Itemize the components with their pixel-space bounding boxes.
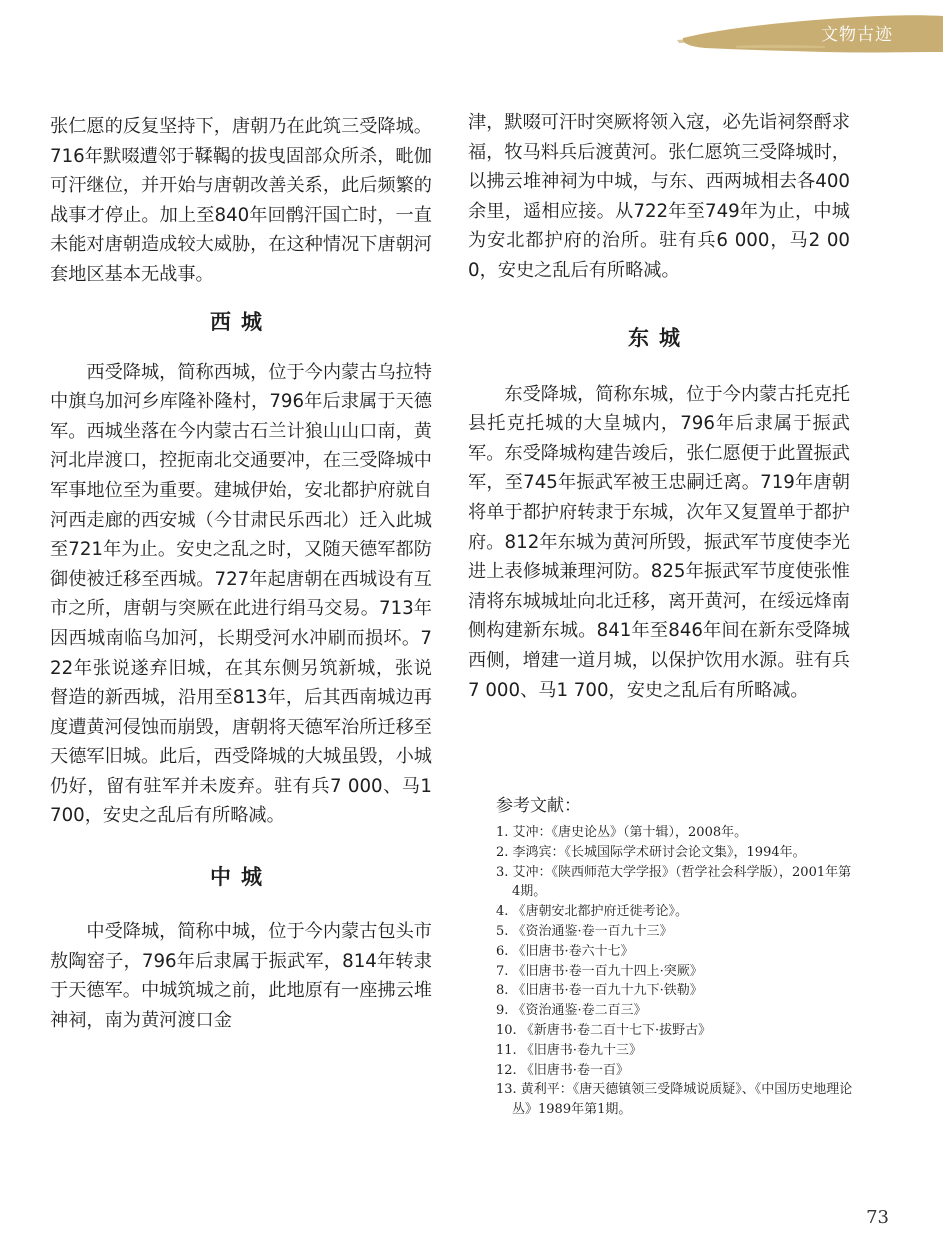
middle-city-continuation: 津，默啜可汗时突厥将领入寇，必先诣祠祭酹求福，牧马料兵后渡黄河。张仁愿筑三受降城时，以拂云堆神祠为中城，与东、西两城相去各400余里，遥相应接。从722年至749年为止，中城为安北都护府的治所。驻有兵6 000，马2 000，安史之乱后有所略减。 — [468, 112, 850, 281]
brush-stroke-banner — [675, 8, 945, 60]
references — [496, 795, 856, 1120]
reference-item: 9. 《资治通鉴·卷二百三》 — [496, 1003, 647, 1019]
reference-item: 13. 黄利平：《唐天德镇领三受降城说质疑》、《中国历史地理论丛》1989年第1期。 — [496, 1082, 853, 1118]
west-city-heading: 西城 — [210, 309, 272, 334]
page-number: 73 — [866, 1207, 889, 1228]
references-title: 参考文献： — [496, 796, 581, 816]
reference-item: 6. 《旧唐书·卷六十七》 — [496, 943, 634, 959]
references-list — [496, 823, 856, 1120]
middle-city-heading: 中城 — [210, 865, 272, 890]
section-banner — [675, 8, 945, 60]
reference-item: 4. 《唐朝安北都护府迁徙考论》。 — [496, 904, 689, 920]
east-city-heading: 东城 — [628, 325, 690, 350]
reference-item: 11. 《旧唐书·卷九十三》 — [496, 1042, 642, 1058]
reference-item: 1. 艾冲：《唐史论丛》（第十辑），2008年。 — [496, 825, 748, 840]
reference-item: 7. 《旧唐书·卷一百九十四上·突厥》 — [496, 963, 703, 979]
left-column — [50, 112, 432, 1035]
reference-item: 2. 李鸿宾：《长城国际学术研讨会论文集》，1994年。 — [496, 844, 806, 860]
reference-item: 5. 《资治通鉴·卷一百九十三》 — [496, 923, 673, 939]
reference-item: 10. 《新唐书·卷二百十七下·拔野古》 — [496, 1022, 712, 1038]
middle-city-paragraph: 中受降城，简称中城，位于今内蒙古包头市敖陶窑子，796年后隶属于振武军，814年转隶于天德军。中城筑城之前，此地原有一座拂云堆神祠，南为黄河渡口金 — [50, 921, 432, 1031]
section-label: 文物古迹 — [821, 25, 893, 45]
reference-item: 8. 《旧唐书·卷一百九十九下·铁勒》 — [496, 983, 703, 999]
right-column — [468, 108, 850, 705]
intro-paragraph: 张仁愿的反复坚持下，唐朝乃在此筑三受降城。716年默啜遭邻于鞣鞨的拔曳固部众所杀，毗伽可汗继位，并开始与唐朝改善关系，此后频繁的战事才停止。加上至840年回鹘汗国亡时，一直未能对唐朝造成较大威胁，在这种情况下唐朝河套地区基本无战事。 — [50, 116, 432, 285]
reference-item: 12. 《旧唐书·卷一百》 — [496, 1062, 629, 1078]
east-city-paragraph: 东受降城，简称东城，位于今内蒙古托克托县托克托城的大皇城内，796年后隶属于振武军。东受降城构建告竣后，张仁愿便于此置振武军，至745年振武军被王忠嗣迁离。719年唐朝将单于都护府转隶于东城，次年又复置单于都护府。812年东城为黄河所毁，振武军节度使李光进上表修城兼理河防。825年振武军节度使张惟清将东城城址向北迁移，离开黄河，在绥远烽南侧构建新东城。841年至846年间在新东受降城西侧，增建一道月城，以保护饮用水源。驻有兵7 000、马1 700，安史之乱后有所略减。 — [468, 383, 850, 701]
reference-item: 3. 艾冲：《陕西师范大学学报》（哲学社会科学版），2001年第4期。 — [496, 864, 852, 900]
west-city-paragraph: 西受降城，简称西城，位于今内蒙古乌拉特中旗乌加河乡库隆补隆村，796年后隶属于天德军。西城坐落在今内蒙古石兰计狼山山口南，黄河北岸渡口，控扼南北交通要冲，在三受降城中军事地位至为重要。建城伊始，安北都护府就自河西走廊的西安城（今甘肃民乐西北）迁入此城至721年为止。安史之乱之时，又随天德军都防御使被迁移至西城。727年起唐朝在西城设有互市之所，唐朝与突厥在此进行绢马交易。713年因西城南临乌加河，长期受河水冲刷而损坏。722年张说遂弃旧城，在其东侧另筑新城，张说督造的新西城，沿用至813年，后其西南城边再度遭黄河侵蚀而崩毁，唐朝将天德军治所迁移至天德军旧城。此后，西受降城的大城虽毁，小城仍好，留有驻军并未废弃。驻有兵7 000、马1 700，安史之乱后有所略减。 — [50, 361, 432, 827]
